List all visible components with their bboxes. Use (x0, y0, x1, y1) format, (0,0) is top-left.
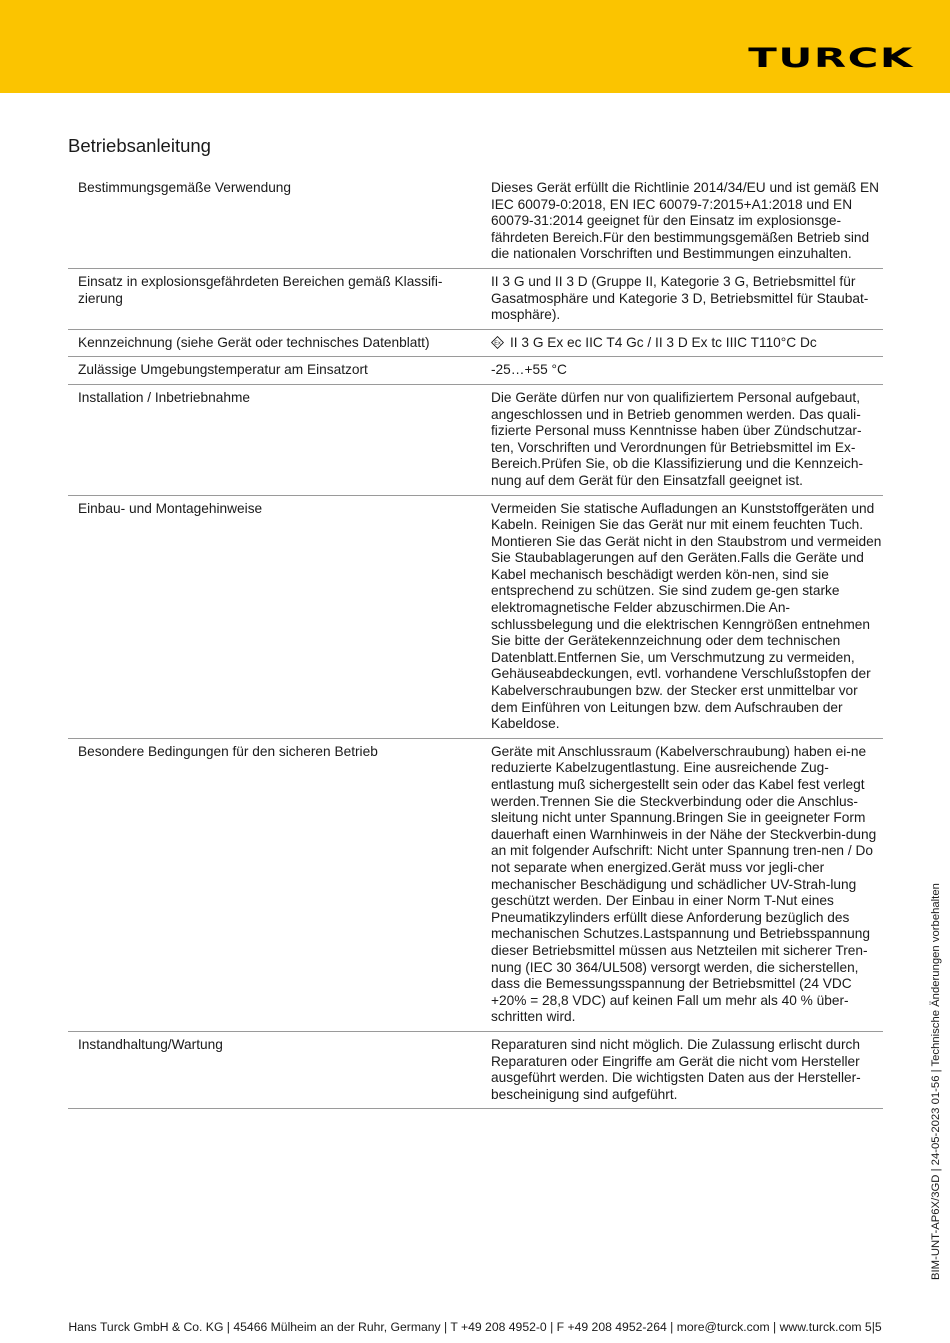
row-value: Geräte mit Anschlussraum (Kabelverschraubung) haben ei-ne reduzierte Kabelzugentlastung. Eine ausreichende Zug-entlastung muß sichergestellt sein oder das Kabel fest verlegt werden.Trennen Sie die Steckverbindung oder die Anschlus-sleitung nicht unter Spannung.Bringen Sie in geeigneter Form dauerhaft einen Warnhinweis in der Nähe der Steckverbin-dung an mit folgender Aufschrift: Nicht unter Spannung tren-nen / Do not separate when energized.Gerät muss vor jegli-cher mechanischer Beschädigung und schädlicher UV-Strah-lung geschützt werden. Der Einbau in einer Norm T-Nut eines Pneumatikzylinders erfüllt diese Anforderung bezüglich des mechanischen Schutzes.Lastspannung und Betriebsspannung dieser Betriebsmittel müssen aus Netzteilen mit sicherer Tren-nung (IEC 30 364/UL508) versorgt werden, die sicherstellen, dass die Bemessungsspannung der Betriebsmittel (24 VDC +20% = 28,8 VDC) auf keinen Fall um mehr als 40 % über-schritten wird. (485, 738, 883, 1031)
header-band (0, 0, 950, 93)
table-row (68, 1031, 883, 1108)
row-value-marking (485, 329, 883, 357)
table-row (68, 738, 883, 1031)
row-value: Die Geräte dürfen nur von qualifiziertem Personal aufgebaut, angeschlossen und in Betrieb genommen werden. Das quali-fizierte Personal muss Kenntnisse haben über Zündschutzar-ten, Vorschriften und Verordnungen für Betriebsmittel im Ex-Bereich.Prüfen Sie, ob die Klassifizierung und die Kennzeich-nung auf dem Gerät für den Einsatzfall geeignet ist. (485, 384, 883, 495)
table-row (68, 495, 883, 738)
row-value: Reparaturen sind nicht möglich. Die Zulassung erlischt durch Reparaturen oder Eingriffe am Gerät die nicht vom Hersteller ausgeführt werden. Die wichtigsten Daten aus der Hersteller-bescheinigung sind aufgeführt. (485, 1031, 883, 1108)
table-row (68, 329, 883, 357)
row-label: Bestimmungsgemäße Verwendung (68, 175, 485, 268)
spec-table (68, 175, 883, 1109)
row-value: Dieses Gerät erfüllt die Richtlinie 2014/34/EU und ist gemäß EN IEC 60079-0:2018, EN IEC 60079-7:2015+A1:2018 und EN 60079-31:2014 geeignet für den Einsatz im explosionsge-fährdeten Bereich.Für den bestimmungsgemäßen Betrieb sind die nationalen Vorschriften und Bestimmungen einzuhalten. (485, 175, 883, 268)
row-label: Besondere Bedingungen für den sicheren Betrieb (68, 738, 485, 1031)
table-row (68, 175, 883, 268)
turck-logo: TURCK (748, 43, 914, 74)
side-note: BIM-UNT-AP6X/3GD | 24-05-2023 01-56 | Technische Änderungen vorbehalten (930, 883, 942, 1280)
page-title: Betriebsanleitung (68, 135, 211, 156)
ex-marking-icon (491, 336, 504, 349)
table-row (68, 268, 883, 329)
row-label: Einbau- und Montagehinweise (68, 495, 485, 738)
row-label: Zulässige Umgebungstemperatur am Einsatzort (68, 357, 485, 385)
svg-text:Ex: Ex (494, 340, 501, 347)
marking-text: II 3 G Ex ec IIC T4 Gc / II 3 D Ex tc IIIC T110°C Dc (510, 334, 817, 350)
row-label: Installation / Inbetriebnahme (68, 384, 485, 495)
table-row (68, 357, 883, 385)
row-label: Einsatz in explosionsgefährdeten Bereichen gemäß Klassifi-zierung (68, 268, 485, 329)
footer: Hans Turck GmbH & Co. KG | 45466 Mülheim an der Ruhr, Germany | T +49 208 4952-0 | F +49 208 4952-264 | more@turck.com | www.turck.com 5|5 (68, 1320, 882, 1334)
row-label: Instandhaltung/Wartung (68, 1031, 485, 1108)
table-row (68, 384, 883, 495)
row-value: II 3 G und II 3 D (Gruppe II, Kategorie 3 G, Betriebsmittel für Gasatmosphäre und Kategorie 3 D, Betriebsmittel für Staubat-mosphäre). (485, 268, 883, 329)
row-label: Kennzeichnung (siehe Gerät oder technisches Datenblatt) (68, 329, 485, 357)
row-value: -25…+55 °C (485, 357, 883, 385)
row-value: Vermeiden Sie statische Aufladungen an Kunststoffgeräten und Kabeln. Reinigen Sie das Gerät nur mit einem feuchten Tuch. Montieren Sie das Gerät nicht in den Staubstrom und vermeiden Sie Staubablagerungen auf den Geräten.Falls die Geräte und Kabel mechanisch beschädigt werden kön-nen, sind sie entsprechend zu schützen. Sie sind zudem ge-gen starke elektromagnetische Felder abzuschirmen.Die An-schlussbelegung und die elektrischen Kenngrößen entnehmen Sie bitte der Gerätekennzeichnung oder dem technischen Datenblatt.Entfernen Sie, um Verschmutzung zu vermeiden, Gehäuseabdeckungen, evtl. vorhandene Verschlußstopfen der Kabelverschraubungen bzw. der Stecker erst unmittelbar vor dem Einführen von Leitungen bzw. dem Aufschrauben der Kabeldose. (485, 495, 883, 738)
